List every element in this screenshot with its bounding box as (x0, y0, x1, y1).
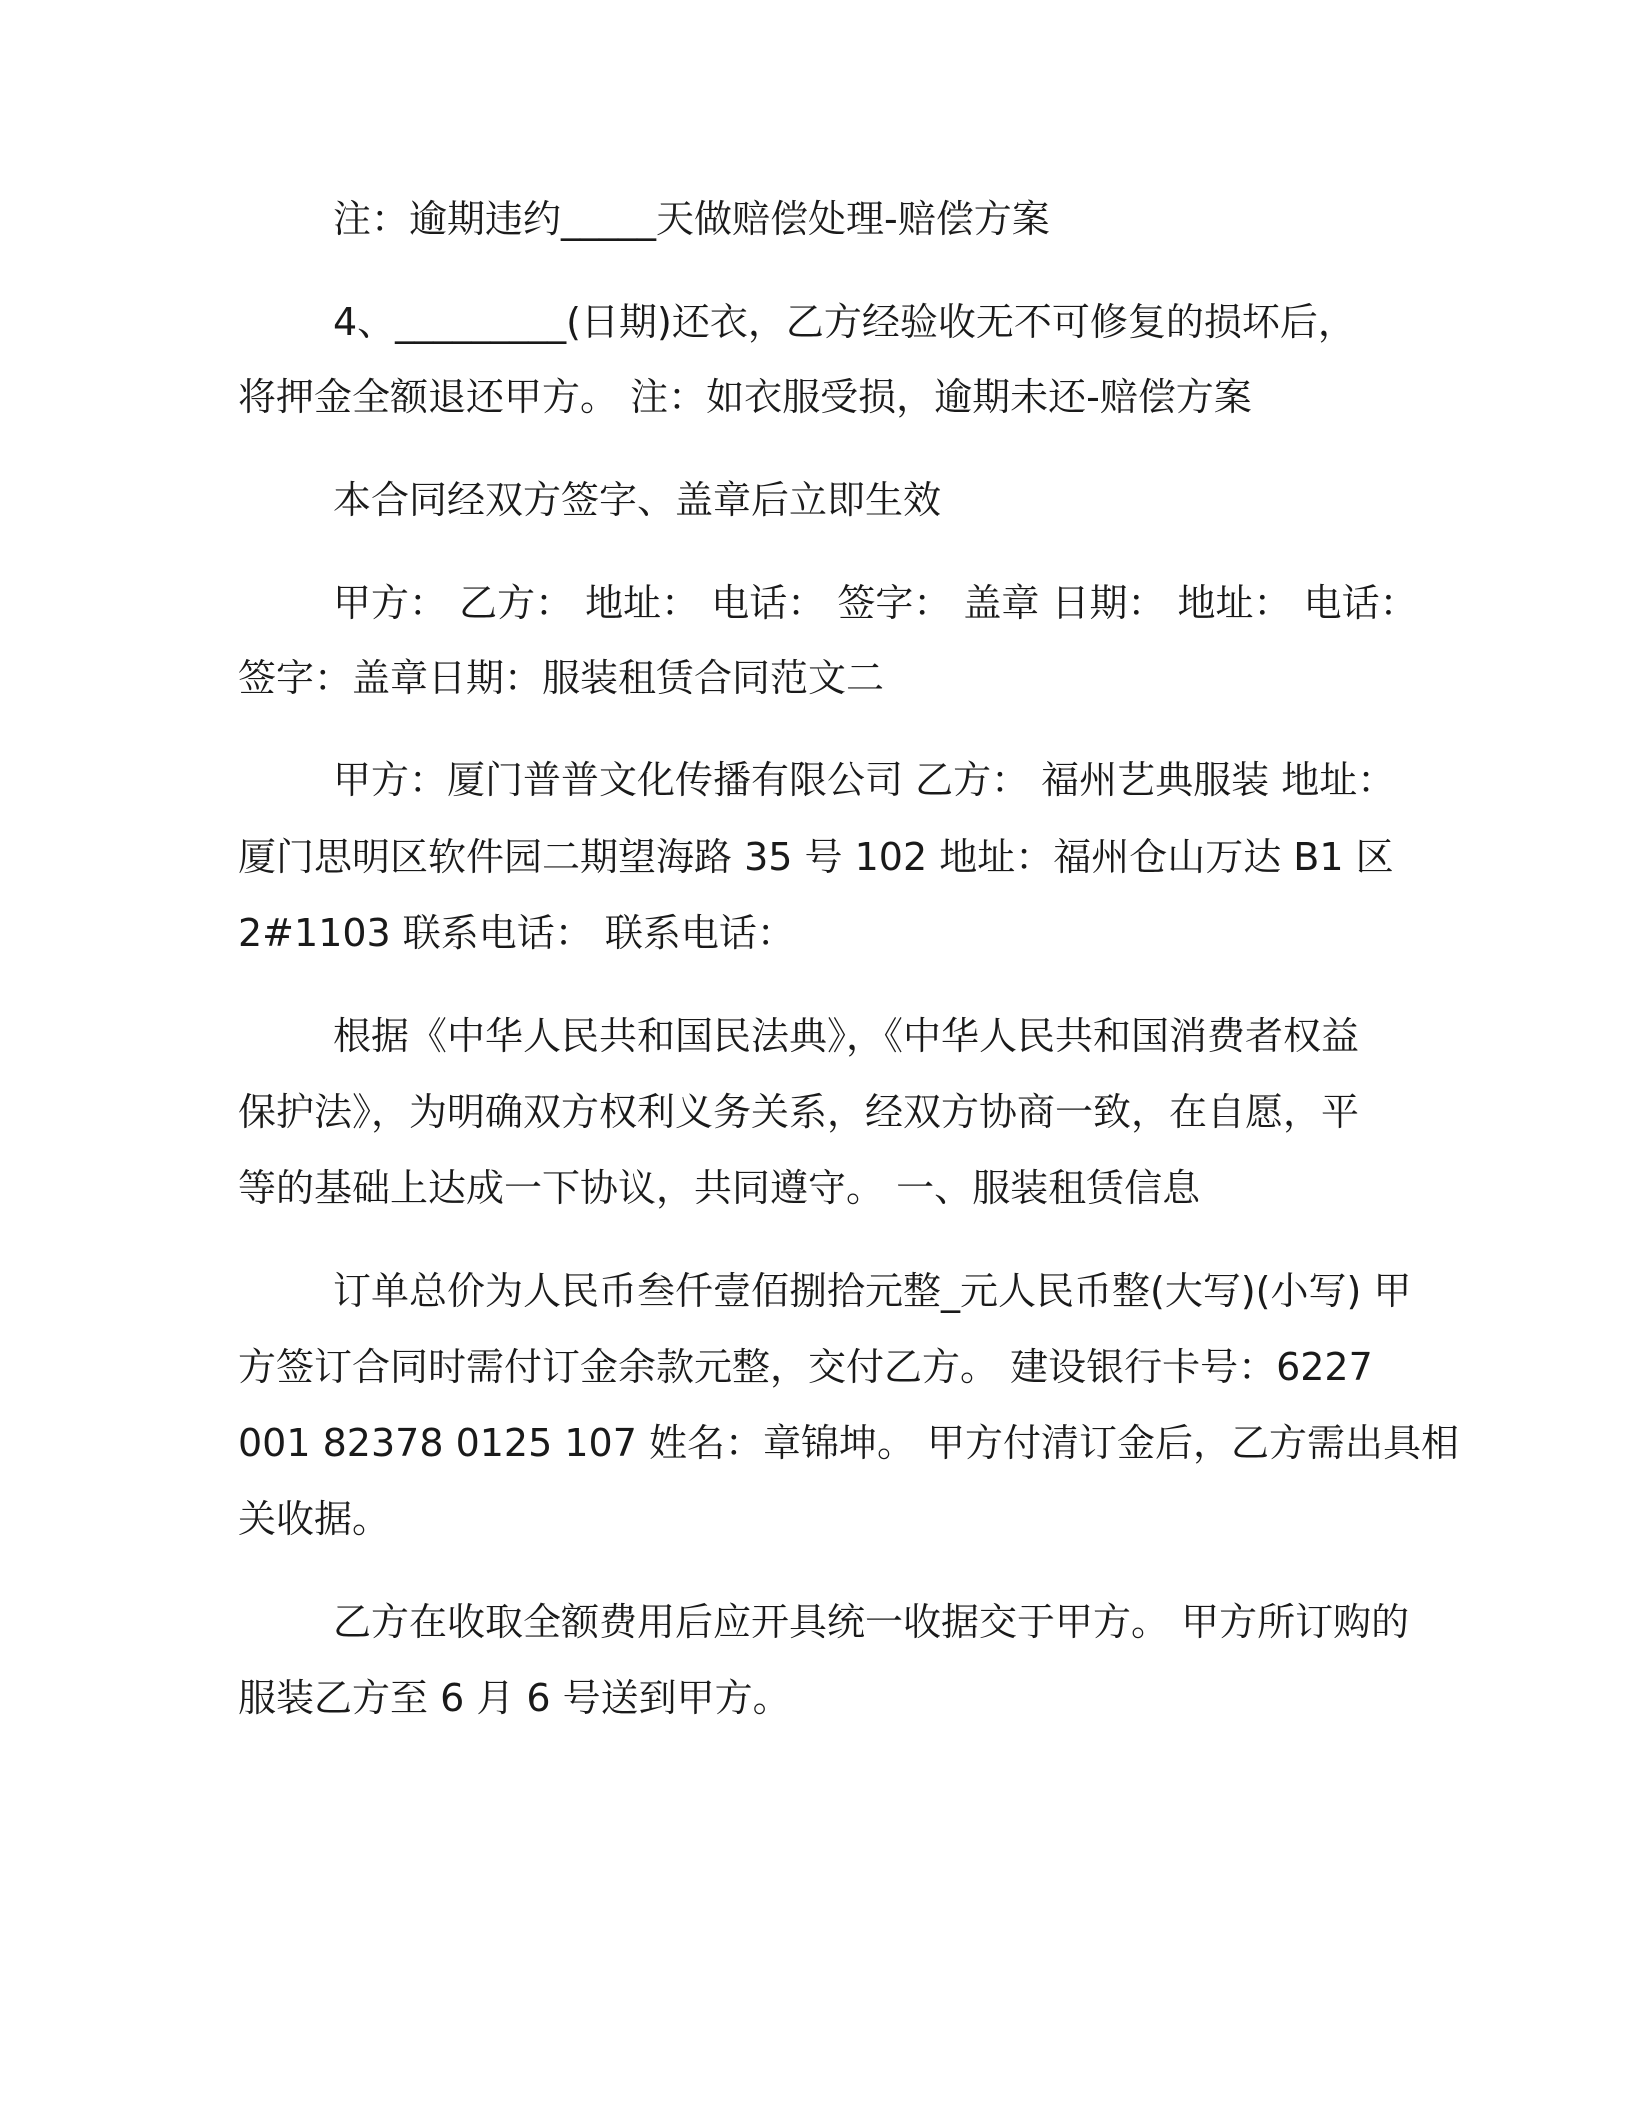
paragraph-line-payment: 001 82378 0125 107 姓名：章锦坤。 甲方付清订金后，乙方需出具相 (238, 1421, 1460, 1465)
paragraph-line-payment: 订单总价为人民币叁仟壹佰捌拾元整_元人民币整(大写)(小写) 甲 (333, 1269, 1412, 1313)
paragraph-line-payment: 关收据。 (238, 1497, 391, 1541)
paragraph-line-delivery: 乙方在收取全额费用后应开具统一收据交于甲方。 甲方所订购的 (333, 1600, 1410, 1644)
paragraph-line-clause-4: 将押金全额退还甲方。 注：如衣服受损，逾期未还-赔偿方案 (238, 375, 1252, 419)
paragraph-line-signature-block: 签字：盖章日期：服装租赁合同范文二 (238, 656, 885, 700)
paragraph-line-parties: 厦门思明区软件园二期望海路 35 号 102 地址：福州仓山万达 B1 区 (238, 835, 1394, 879)
paragraph-line-note-overdue: 注：逾期违约_____天做赔偿处理-赔偿方案 (333, 197, 1050, 241)
paragraph-line-legal-basis: 等的基础上达成一下协议，共同遵守。 一、服装租赁信息 (238, 1166, 1201, 1210)
paragraph-line-clause-4: 4、_________(日期)还衣，乙方经验收无不可修复的损坏后， (333, 300, 1356, 344)
paragraph-line-delivery: 服装乙方至 6 月 6 号送到甲方。 (238, 1676, 791, 1720)
paragraph-line-legal-basis: 根据《中华人民共和国民法典》，《中华人民共和国消费者权益 (333, 1014, 1360, 1058)
paragraph-line-parties: 甲方：厦门普普文化传播有限公司 乙方： 福州艺典服装 地址： (333, 758, 1396, 802)
paragraph-line-legal-basis: 保护法》，为明确双方权利义务关系，经双方协商一致，在自愿，平 (238, 1090, 1360, 1134)
paragraph-line-parties: 2#1103 联系电话： 联系电话： (238, 911, 795, 955)
paragraph-line-payment: 方签订合同时需付订金余款元整，交付乙方。 建设银行卡号：6227 (238, 1345, 1373, 1389)
paragraph-line-effective: 本合同经双方签字、盖章后立即生效 (333, 478, 942, 522)
paragraph-line-signature-block: 甲方： 乙方： 地址： 电话： 签字： 盖章 日期： 地址： 电话： (333, 581, 1418, 625)
